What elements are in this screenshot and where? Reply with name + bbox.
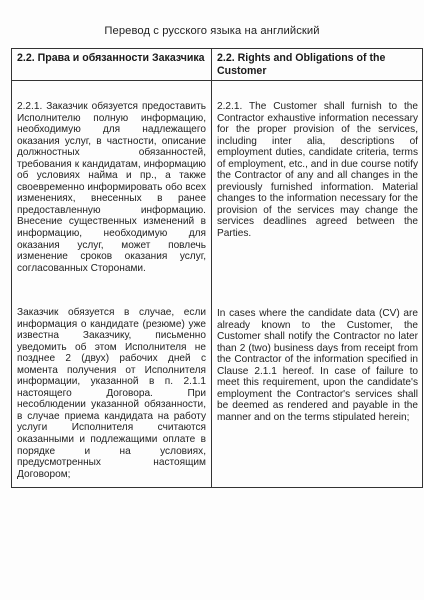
english-clause-2-2-1: 2.2.1. The Customer shall furnish to the Contractor exhaustive information necessary for the proper provision of the services, including inter alia, descriptions of employment duties, candidate criteria, terms of employment, etc., and in due course notify the Contractor of any and all changes in the previously furnished information. Material changes to the information necessary for the provision of the services may change the services deadlines agreed between the Parties. bbox=[217, 101, 418, 240]
russian-column-header bbox=[12, 49, 211, 65]
russian-clause-candidate-notice: Заказчик обязуется в случае, если информация о кандидате (резюме) уже известна Заказчику, письменно уведомить об этом Исполнителя не позднее 2 (двух) рабочих дней с момента получения от Исполнителя информации, указанной в п. 2.1.1 настоящего Договора. При несоблюдении указанной обязанности, в случае приема кандидата на работу услуги Исполнителя считаются оказанными и подлежащими оплате в порядке и на условиях, предусмотренных настоящим Договором; bbox=[17, 307, 206, 480]
russian-clause-2-2-1: 2.2.1. Заказчик обязуется предоставить Исполнителю полную информацию, необходимую для надлежащего оказания услуг, в частности, описание должностных обязанностей, требования к кандидатам, информацию об условиях найма и пр., а также своевременно информировать обо всех изменениях, внесенных в ранее предоставленную информацию. Внесение существенных изменений в информацию, необходимую для оказания услуг, может повлечь изменение сроков оказания услуг, согласованных Сторонами. bbox=[17, 101, 206, 274]
english-clause-candidate-notice: In cases where the candidate data (CV) are already known to the Customer, the Customer shall notify the Contractor no later than 2 (two) business days from receipt from the Contractor of the information specified in Clause 2.1.1 hereof. In case of failure to meet this requirement, upon the candidate's employment the Contractor's services shall be deemed as rendered and payable in the manner and on the terms stipulated herein; bbox=[217, 308, 418, 423]
header-row-rule bbox=[12, 80, 422, 81]
bilingual-table bbox=[11, 48, 423, 488]
english-section-title: 2.2. Rights and Obligations of the Customer bbox=[217, 52, 386, 77]
page-header: Перевод с русского языка на английский bbox=[104, 25, 320, 37]
column-divider bbox=[211, 49, 212, 487]
russian-section-title: 2.2. Права и обязанности Заказчика bbox=[17, 52, 205, 64]
english-column-header bbox=[212, 49, 422, 77]
